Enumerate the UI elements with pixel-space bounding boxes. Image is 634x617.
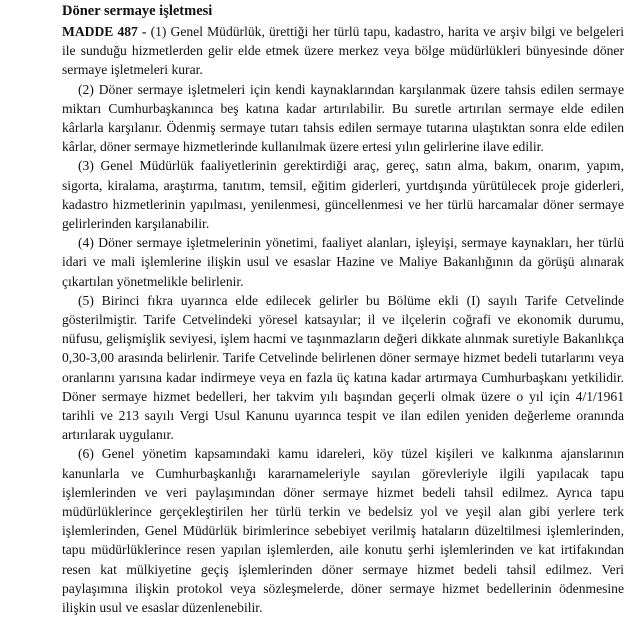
article-paragraph-3: (3) Genel Müdürlük faaliyetlerinin gerektirdiği araç, gereç, satın alma, bakım, onarım, yapım, sigorta, kiralama, araştırma, tanıtım, temsil, eğitim giderleri, yurtdışında yürütülecek proje giderleri, kadastro hizmetlerinin yapılması, yenilenmesi, güncellenmesi ve her türlü harcamalar döner sermaye gelirlerinden karşılanabilir. [62,158,624,232]
article-paragraph-1 [62,22,624,80]
article-paragraph-5: (5) Birinci fıkra uyarınca elde edilecek gelirler bu Bölüme ekli (I) sayılı Tarife Cetvelinde gösterilmiştir. Tarife Cetvelindeki yöresel katsayılar; il ve ilçelerin coğrafi ve ekonomik durumu, nüfusu, gelişmişlik seviyesi, işlem hacmi ve taşınmazların değeri dikkate alınmak suretiyle Bakanlıkça 0,30-3,00 arasında belirlenir. Tarife Cetvelinde belirlenen döner sermaye hizmet bedeli tutarlarını veya oranlarını yarısına kadar indirmeye veya en fazla üç katına kadar artırmaya Cumhurbaşkanı yetkilidir. Döner sermaye hizmet bedelleri, her takvim yılı başından geçerli olmak üzere o yıl için 4/1/1961 tarihli ve 213 sayılı Vergi Usul Kanunu uyarınca tespit ve ilan edilen yeniden değerleme oranında artırılarak uygulanır. [62,292,624,443]
article-paragraph-6: (6) Genel yönetim kapsamındaki kamu idareleri, köy tüzel kişileri ve kalkınma ajanslarının kanunlarla ve Cumhurbaşkanlığı kararnameleriyle sayılan görevleriyle ilgili yapılacak tapu işlemlerinden ve veri paylaşımından döner sermaye hizmet bedeli tahsil edilmez. Ayrıca tapu müdürlüklerince gerçekleştirilen her türlü terkin ve bedelsiz yol ve yeşil alan gibi yerlere terk işlemlerinden, Genel Müdürlük birimlerince sebebiyet verilmiş hataların düzeltilmesi işlemlerinden, tapu müdürlüklerince resen yapılan işlemlerden, aile konutu şerhi işlemlerinden ve kat irtifakından resen kat mülkiyetine geçiş işlemlerinden döner sermaye hizmet bedeli tahsil edilmez. Veri paylaşımına ilişkin protokol veya sözleşmelerde, döner sermaye hizmet bedellerinin ödenmesine ilişkin usul ve esaslar düzenlenebilir. [62,446,624,616]
paragraph-text-1: (1) Genel Müdürlük, ürettiği her türlü tapu, kadastro, harita ve arşiv bilgi ve belgeleri ile sunduğu hizmetlerden gelir elde etmek üzere merkez veya bölge müdürlükleri bünyesinde döner sermaye işletmeleri kurar. [62,24,624,78]
article-paragraph-4: (4) Döner sermaye işletmelerinin yönetimi, faaliyet alanları, işleyişi, sermaye kaynakları, her türlü idari ve mali işlemlerine ilişkin usul ve esaslar Hazine ve Maliye Bakanlığının da görüşü alınarak çıkartılan yönetmelikle belirlenir. [62,235,624,289]
section-heading: Döner sermaye işletmesi [62,3,213,19]
article-number: MADDE 487 - [62,24,147,39]
article-paragraph-2: (2) Döner sermaye işletmeleri için kendi kaynaklarından karşılanmak üzere tahsis edilen sermaye miktarı Cumhurbaşkanınca beş katına kadar artırılabilir. Bu suretle artırılan sermaye elde edilen kârlarla karşılanır. Ödenmiş sermaye tutarı tahsis edilen sermaye tutarına ulaştıktan sonra elde edilen kârlar, döner sermaye hizmetlerinde kullanılmak üzere ertesi yılın gelirlerine ilave edilir. [62,81,624,155]
